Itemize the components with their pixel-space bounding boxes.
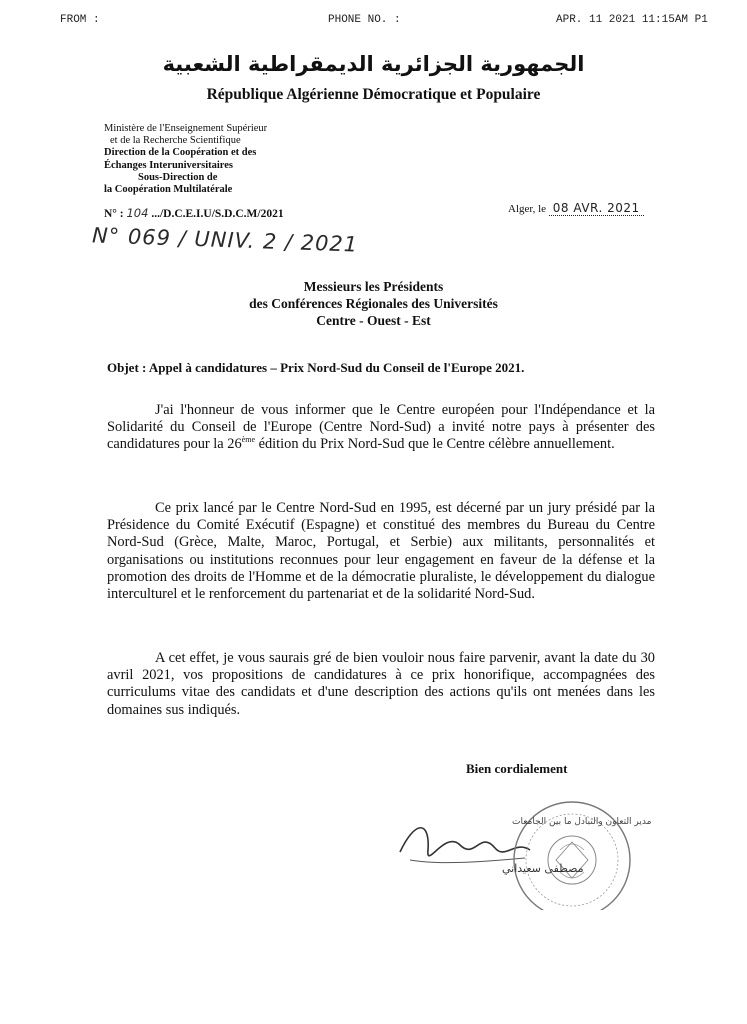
addressee-line-3: Centre - Ouest - Est — [316, 313, 431, 328]
ministry-line-5: Sous-Direction de — [138, 171, 218, 183]
fax-phone: PHONE NO. : — [328, 14, 401, 26]
reference-handwritten: 104 — [126, 206, 149, 220]
p1-text-a: J'ai l'honneur de vous informer que le Centre européen pour l'Indépendance et la Solidarité du Conseil de l'Europe (Centre Nord-Sud) a invité notre pays à présenter des candidatures pour la 26 — [107, 402, 655, 453]
signature-name-arabic: مصطفى سعيداني — [502, 862, 584, 875]
fax-datetime: APR. 11 2021 11:15AM P1 — [556, 14, 708, 26]
subject-line — [107, 360, 524, 376]
p1-text-b: édition du Prix Nord-Sud que le Centre célèbre annuellement. — [255, 436, 615, 453]
addressee-block — [0, 278, 747, 329]
reference-prefix: N° : — [104, 208, 127, 220]
addressee-line-2: des Conférences Régionales des Universités — [249, 296, 498, 311]
p3-text: A cet effet, je vous saurais gré de bien vouloir nous faire parvenir, avant la date du 30 avril 2021, vos propositions de candidatures à ce prix honorifique, accompagnées des curriculums vitae des candidats et d'une description des actions qu'ils ont menées dans les domaines sus indiqués. — [107, 650, 655, 718]
date-line — [508, 201, 644, 216]
signature-area — [280, 790, 660, 910]
reference-number — [104, 206, 284, 220]
p1-superscript: ème — [241, 435, 255, 445]
subject-text: Appel à candidatures – Prix Nord-Sud du Conseil de l'Europe 2021. — [146, 360, 525, 375]
fax-from: FROM : — [60, 14, 100, 26]
fax-header — [0, 14, 747, 32]
french-title: République Algérienne Démocratique et Populaire — [206, 86, 541, 103]
closing: Bien cordialement — [466, 761, 568, 776]
signature-title-arabic: مدير التعاون والتبادل ما بين الجامعات — [512, 817, 652, 827]
date-prefix: Alger, le — [508, 203, 547, 215]
date-stamp: 08 AVR. 2021 — [549, 201, 644, 216]
ministry-block — [104, 123, 364, 196]
signature-scribble — [400, 828, 530, 856]
arabic-title: الجمهورية الجزائرية الديمقراطية الشعبية — [162, 52, 585, 76]
ministry-line-1: Ministère de l'Enseignement Supérieur — [104, 123, 268, 134]
body-paragraph-1 — [107, 402, 655, 454]
reference-suffix: .../D.C.E.I.U/S.D.C.M/2021 — [148, 208, 284, 220]
ministry-line-2: et de la Recherche Scientifique — [110, 135, 241, 147]
signature-stamp-graphic — [280, 790, 660, 910]
handwritten-registration: N° 069 / UNIV. 2 / 2021 — [91, 223, 359, 257]
ministry-line-3: Direction de la Coopération et des — [104, 147, 257, 159]
body-paragraph-2 — [107, 500, 655, 603]
ministry-line-6: la Coopération Multilatérale — [104, 184, 233, 196]
addressee-line-1: Messieurs les Présidents — [303, 279, 444, 294]
p2-text: Ce prix lancé par le Centre Nord-Sud en 1995, est décerné par un jury présidé par la Présidence du Comité Exécutif (Espagne) et constitué des membres du Bureau du Centre Nord-Sud (Grèce, Malte, Maroc, Portugal, et Serbie) aux militants, personnalités et organisations ou institutions reconnues pour leur engagement en faveur de la défense et la promotion des droits de l'Homme et de la démocratie pluraliste, le développement du dialogue interculturel et le renforcement du partenariat et de la solidarité Nord-Sud. — [107, 500, 655, 603]
body-paragraph-3 — [107, 650, 655, 719]
subject-label: Objet : — [107, 360, 147, 375]
ministry-line-4: Échanges Interuniversitaires — [104, 159, 234, 171]
